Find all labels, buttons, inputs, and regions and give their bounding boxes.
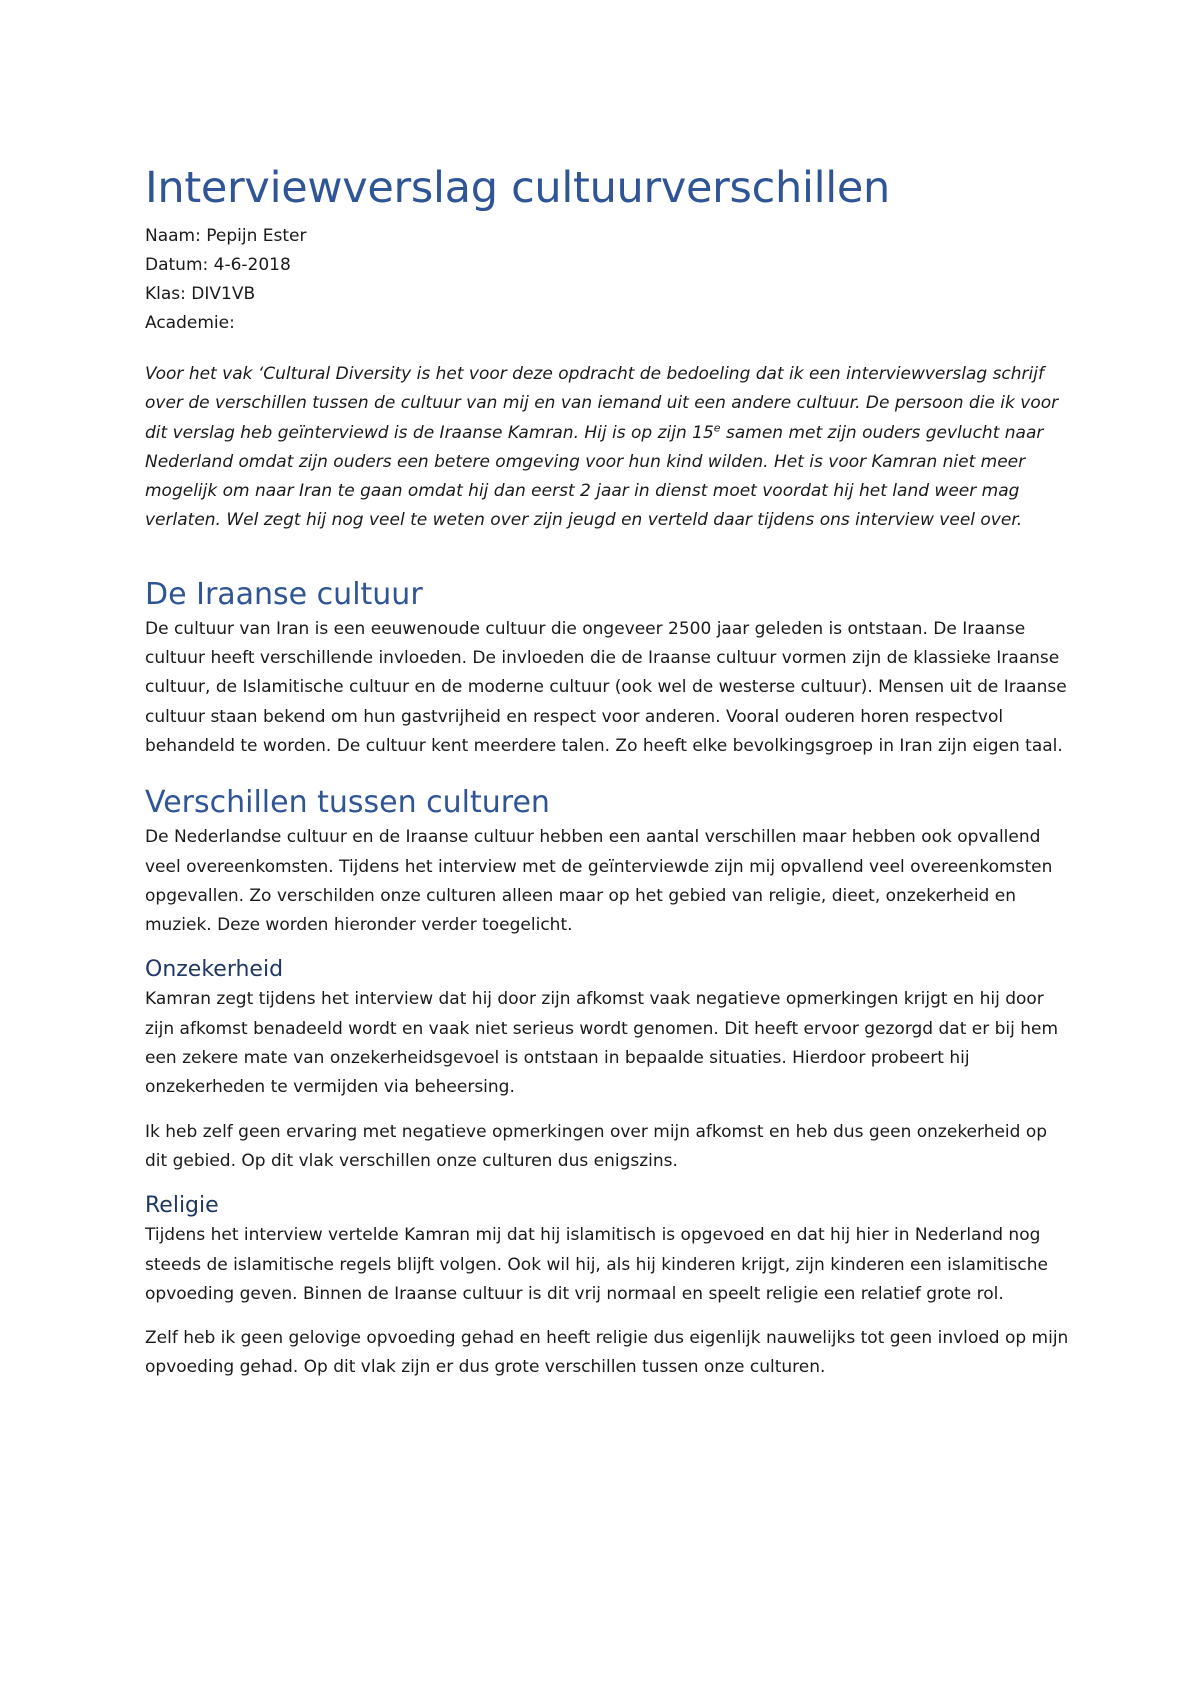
heading-iraanse-cultuur: De Iraanse cultuur bbox=[145, 576, 423, 612]
intro-paragraph bbox=[145, 360, 1070, 536]
intro-text-2: samen met zijn ouders gevlucht naar Nederland omdat zijn ouders een betere omgeving voor hun kind wilden. Het is voor Kamran niet meer mogelijk om naar Iran te gaan omdat hij dan eerst 2 jaar in dienst moet voordat hij het land weer mag verlaten. Wel zegt hij nog veel te weten over zijn jeugd en verteld daar tijdens ons interview veel over. bbox=[145, 422, 1044, 531]
document-page bbox=[145, 160, 1070, 1383]
paragraph-verschillen: De Nederlandse cultuur en de Iraanse cultuur hebben een aantal verschillen maar hebben ook opvallend veel overeenkomsten. Tijdens het interview met de geïnterviewde zijn mij opvallend veel overeenkomsten opgevallen. Zo verschilden onze culturen alleen maar op het gebied van religie, dieet, onzekerheid en muziek. Deze worden hieronder verder toegelicht. bbox=[145, 827, 1053, 936]
meta-academie: Academie: bbox=[145, 313, 235, 333]
intro-text-1: Voor het vak ‘Cultural Diversity is het voor deze opdracht de bedoeling dat ik een interviewverslag schrijf over de verschillen tussen de cultuur van mij en van iemand uit een andere cultuur. De persoon die ik voor dit verslag heb geïnterviewd is de Iraanse Kamran. Hij is op zijn 15 bbox=[145, 364, 1059, 443]
heading-verschillen: Verschillen tussen culturen bbox=[145, 785, 550, 821]
paragraph-iraanse-cultuur: De cultuur van Iran is een eeuwenoude cultuur die ongeveer 2500 jaar geleden is ontstaan. De Iraanse cultuur heeft verschillende invloeden. De invloeden die de Iraanse cultuur vormen zijn de klassieke Iraanse cultuur, de Islamitische cultuur en de moderne cultuur (ook wel de westerse cultuur). Mensen uit de Iraanse cultuur staan bekend om hun gastvrijheid en respect voor anderen. Vooral ouderen horen respectvol behandeld te worden. De cultuur kent meerdere talen. Zo heeft elke bevolkingsgroep in Iran zijn eigen taal. bbox=[145, 618, 1067, 756]
paragraph-religie-2: Zelf heb ik geen gelovige opvoeding gehad en heeft religie dus eigenlijk nauwelijks tot geen invloed op mijn opvoeding gehad. Op dit vlak zijn er dus grote verschillen tussen onze culturen. bbox=[145, 1328, 1069, 1378]
heading-religie: Religie bbox=[145, 1193, 219, 1219]
paragraph-onzekerheid-1: Kamran zegt tijdens het interview dat hij door zijn afkomst vaak negatieve opmerkingen krijgt en hij door zijn afkomst benadeeld wordt en vaak niet serieus wordt genomen. Dit heeft ervoor gezorgd dat er bij hem een zekere mate van onzekerheidsgevoel is ontstaan in bepaalde situaties. Hierdoor probeert hij onzekerheden te vermijden via beheersing. bbox=[145, 989, 1059, 1098]
meta-klas: Klas: DIV1VB bbox=[145, 284, 256, 304]
paragraph-religie-1: Tijdens het interview vertelde Kamran mij dat hij islamitisch is opgevoed en dat hij hier in Nederland nog steeds de islamitische regels blijft volgen. Ook wil hij, als hij kinderen krijgt, zijn kinderen een islamitische opvoeding geven. Binnen de Iraanse cultuur is dit vrij normaal en speelt religie een relatief grote rol. bbox=[145, 1225, 1048, 1304]
paragraph-onzekerheid-2: Ik heb zelf geen ervaring met negatieve opmerkingen over mijn afkomst en heb dus geen onzekerheid op dit gebied. Op dit vlak verschillen onze culturen dus enigszins. bbox=[145, 1121, 1048, 1171]
meta-naam: Naam: Pepijn Ester bbox=[145, 226, 307, 246]
heading-onzekerheid: Onzekerheid bbox=[145, 957, 284, 983]
meta-datum: Datum: 4-6-2018 bbox=[145, 255, 291, 275]
intro-superscript: e bbox=[713, 420, 721, 434]
document-title: Interviewverslag cultuurverschillen bbox=[145, 163, 891, 213]
